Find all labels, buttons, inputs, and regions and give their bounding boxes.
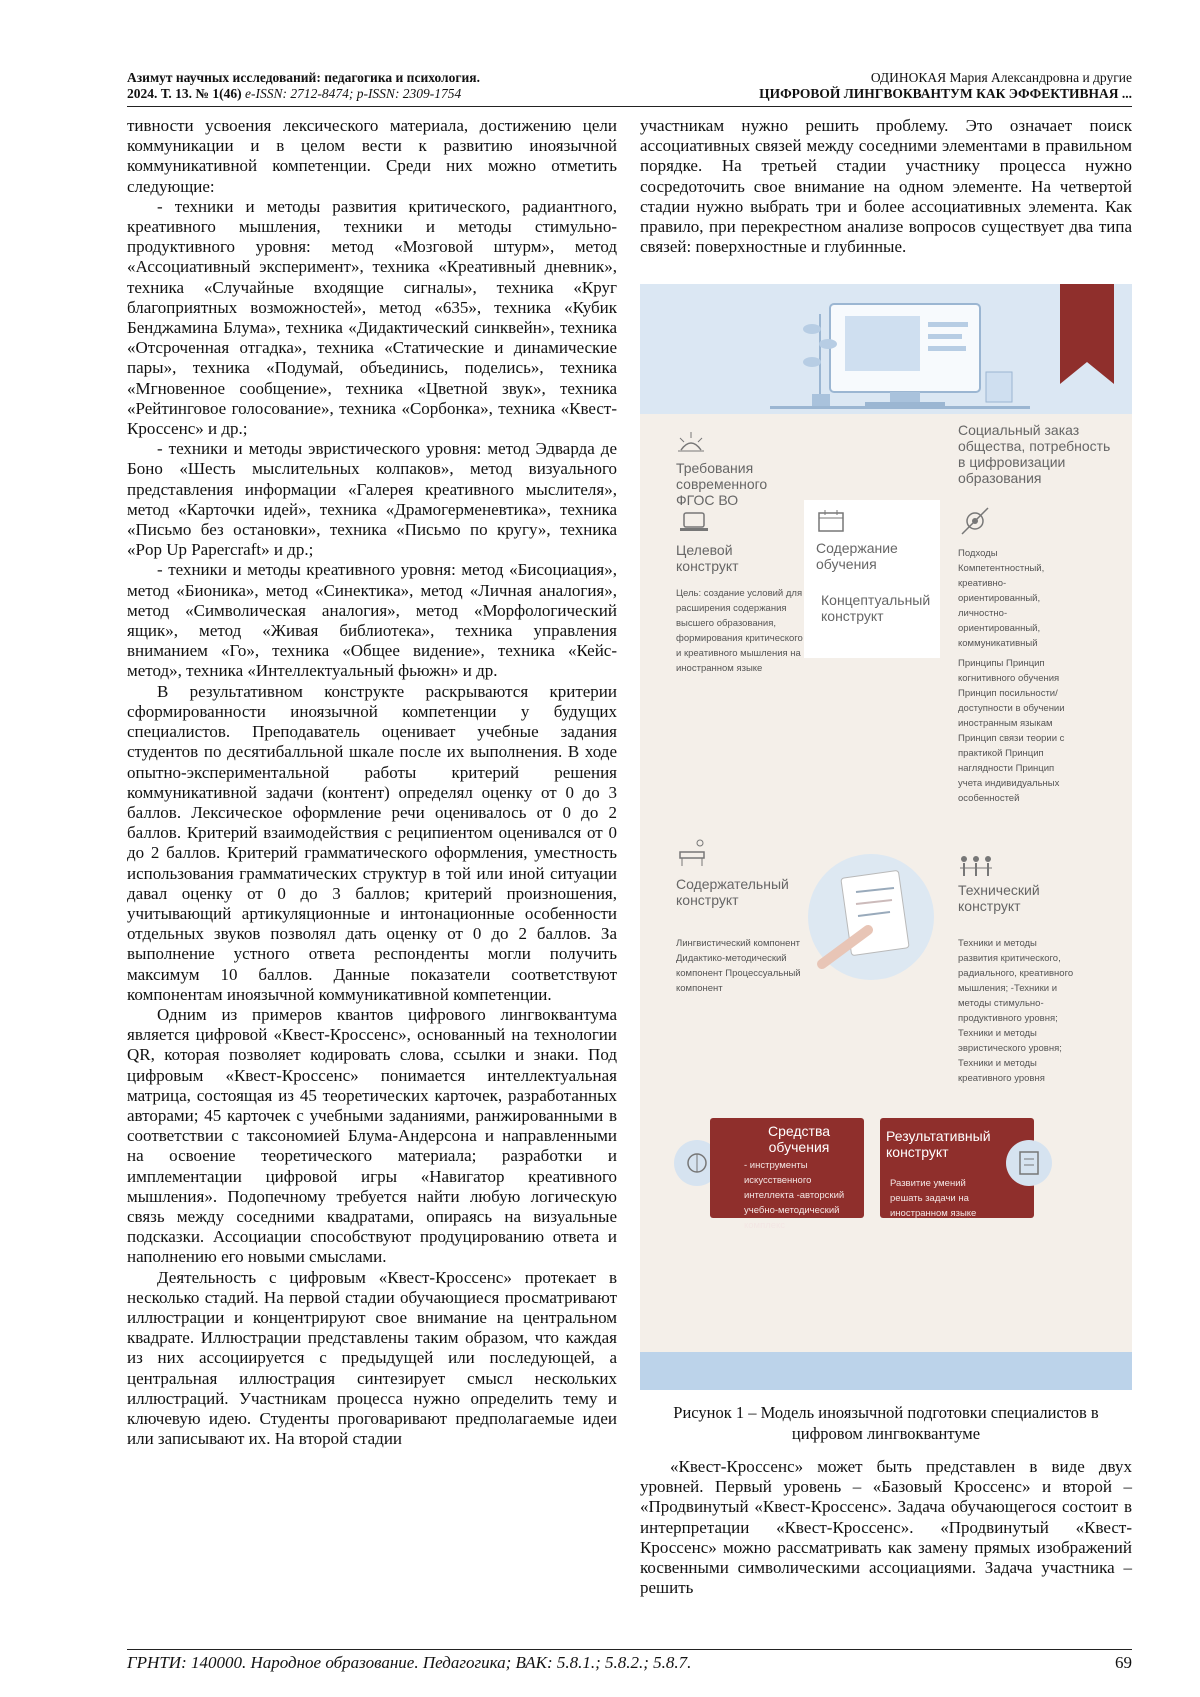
paragraph: участникам нужно решить проблему. Это означает поиск ассоциативных связей между соседними элементами в правильном порядке. На третьей стадии участнику процесса нужно сосредоточить свое внимание на одном элементе. На четвертой стадии нужно выбрать три и более ассоциативных элемента. Как правило, при перекрестном анализе вопросов существует два типа связей: поверхностные и глубинные. — [640, 116, 1132, 257]
journal-issue: 2024. Т. 13. № 1(46) — [127, 86, 242, 101]
journal-name: Азимут научных исследований: педагогика и психология. — [127, 70, 480, 85]
figure-caption: Рисунок 1 – Модель иноязычной подготовки специалистов в цифровом лингвоквантуме — [673, 1403, 1099, 1443]
means-box — [710, 1118, 864, 1231]
page-footer — [127, 1653, 1132, 1673]
figure-top-band — [640, 284, 1132, 414]
notebook-illustration — [808, 854, 934, 980]
result-text: Развитие умений решать задачи на иностранном языке — [890, 1178, 977, 1219]
substantive-construct-text: Лингвистический компонент Дидактико-методический компонент Процессуальный компонент — [676, 938, 801, 994]
conceptual-construct-title: Концептуальный конструкт — [821, 592, 931, 624]
paragraph: «Квест-Кроссенс» может быть представлен в виде двух уровней. Первый уровень – «Базовый Кроссенс» и второй – «Продвинутый «Квест-Кроссенс». Задача обучающегося состоит в интерпретации «Квест-Кроссенс». «Продвинутый «Квест-Кроссенс» можно рассматривать как замену прямых изображений косвенными символическими ассоциациями. Задача участника – решить — [640, 1457, 1132, 1598]
footer-classification: ГРНТИ: 140000. Народное образование. Педагогика; ВАК: 5.8.1.; 5.8.2.; 5.8.7. — [127, 1653, 692, 1672]
target-construct-text: Цель: создание условий для расширения содержания высшего образования, формирования критического и креативного мышления на иностранном языке — [676, 588, 803, 674]
bench-icon — [676, 838, 708, 868]
running-header-right — [640, 70, 1132, 102]
calendar-icon — [816, 508, 846, 534]
footer-rule — [127, 1649, 1132, 1650]
figure-model — [640, 284, 1132, 1390]
technical-construct-text: Техники и методы развития критического, радиального, креативного мышления; -Техники и методы стимульно-продуктивного уровня; Техники и методы эвристического уровня; Техники и методы креативного уровня — [958, 938, 1074, 1084]
gears-icon — [958, 506, 992, 536]
checklist-icon — [1006, 1140, 1052, 1186]
notebook-photo — [808, 854, 934, 980]
result-title: Результативный конструкт — [886, 1128, 991, 1160]
left-column — [127, 116, 617, 1449]
right-column-top — [640, 116, 1132, 257]
page-number: 69 — [1115, 1653, 1132, 1672]
paragraph: - техники и методы креативного уровня: метод «Бисоциация», метод «Бионика», метод «Синектика», метод «Личная аналогия», метод «Символическая аналогия», метод «Морфологический ящик», метод «Живая библиотека», техника управления вниманием «Го», техника «Общее видение», техника «Кейс-метод», техника «Интеллектуальный фьюжн» и др. — [127, 560, 617, 681]
lamp-icon — [676, 430, 706, 454]
content-card — [804, 500, 940, 658]
paragraph: - техники и методы эвристического уровня: метод Эдварда де Боно «Шесть мыслительных колпаков», метод визуального представления информации «Галерея креативного мыслителя», метод «Карточки идей», техника «Драмогерменевтика», техника «Письмо без остановки», техника «Письмо по кругу», техника «Pop Up Papercraft» и др.; — [127, 439, 617, 560]
paragraph: В результативном конструкте раскрываются критерии сформированности иноязычной компетенции у будущих специалистов. Преподаватель оценивает учебные задания студентов по десятибалльной шкале после их выполнения. В ходе опытно-экспериментальной работы критерий решения коммуникативной задачи (контент) определял оценку от 0 до 3 баллов. Лексическое оформление речи оценивалось от 0 до 2 баллов. Критерий взаимодействия с реципиентом оценивался от 0 до 2 баллов. Критерий грамматического оформления, уместность использования грамматических структур в той или иной ситуации давал оценку от 0 до 3 баллов; критерий произношения, учитывающий артикуляционные и интонационные особенности отдельных звуков позволял дать оценку от 0 до 2 баллов. За выполнение устного ответа респонденты могли получить максимум 10 баллов. Данные показатели соответствуют компонентам иноязычной коммуникативной компетенции. — [127, 681, 617, 1004]
journal-issn: e-ISSN: 2712-8474; p-ISSN: 2309-1754 — [244, 86, 462, 101]
content-title: Содержание обучения — [816, 540, 898, 572]
paragraph: Деятельность с цифровым «Квест-Кроссенс» протекает в несколько стадий. На первой стадии обучающиеся просматривают иллюстрации и концентрируют свое внимание на центральном квадрате. Иллюстрации представлены таким образом, что каждая из них ассоциируется с предыдущей или последующей, а центральная иллюстрация синтезирует смысл нескольких иллюстраций. Участникам процесса нужно определить тему и ключевую идею. Студенты проговаривают предполагаемые идеи или записывают их. На второй стадии — [127, 1267, 617, 1449]
means-text: - инструменты искусственного интеллекта -авторский учебно-методический комплекс — [744, 1160, 845, 1231]
header-authors: ОДИНОКАЯ Мария Александровна и другие — [870, 70, 1132, 85]
figure-bottom-band — [640, 1352, 1132, 1390]
social-order-title: Социальный заказ общества, потребность в цифровизации образования — [958, 422, 1111, 486]
paragraph: Одним из примеров квантов цифрового лингвоквантума является цифровой «Квест-Кроссенс», основанный на технологии QR, которая позволяет кодировать слова, ссылки и знаки. Под цифровым «Квест-Кроссенс» понимается интеллектуальная матрица, состоящая из 45 теоретических карточек, разработанных авторами; 45 карточек с учебными заданиями, ранжированными в соответствии с таксономией Блума-Андерсона и направленными на освоение теоретического материала; разработки и имплементации цифровой игры «Навигатор креативного мышления». Подопечному требуется найти любую логическую связь между соседними квадратами, опираясь на визуальные подсказки. Ассоциации способствуют продуцированию ответа и наполнению его новыми смыслами. — [127, 1004, 617, 1267]
technical-construct-title: Технический конструкт — [958, 882, 1040, 914]
computer-illustration — [640, 284, 1132, 414]
substantive-construct-title: Содержательный конструкт — [676, 876, 789, 908]
requirements-title: Требования современного ФГОС ВО — [676, 460, 768, 508]
approaches-text: Подходы Компетентностный, креативно-ориентированный, личностно-ориентированный, коммуникативный — [958, 548, 1045, 649]
principles-text: Принципы Принцип когнитивного обучения Принцип посильности/доступности в обучении иностранным языкам Принцип связи теории с практикой Принцип наглядности Принцип учета индивидуальных особенностей — [958, 658, 1065, 804]
target-construct-title: Целевой конструкт — [676, 542, 739, 574]
running-header-left — [127, 70, 597, 102]
header-rule — [127, 106, 1132, 107]
paragraph: - техники и методы развития критического, радиантного, креативного мышления, техники и методы стимульно-продуктивного уровня: метод «Мозговой штурм», метод «Ассоциативный эксперимент», техника «Креативный дневник», техника «Случайные входящие сигналы», техника «Круг благоприятных возможностей», метод «635», техника «Кубик Бенджамина Блума», техника «Дидактический синквейн», техника «Отсроченная отгадка», техника «Статические и динамические пары», техника «Подумай, объединись, поделись», техника «Мгновенное сообщение», техника «Цветной звук», техника «Рейтинговое голосование», техника «Сорбонка», техника «Квест-Кроссенс» и др.; — [127, 196, 617, 439]
people-icon — [958, 854, 994, 878]
paragraph: тивности усвоения лексического материала, достижению цели коммуникации и в целом вести к развитию иноязычной коммуникативной компетенции. Среди них можно отметить следующие: — [127, 116, 617, 196]
right-column-bottom — [640, 1457, 1132, 1598]
means-title: Средства обучения — [767, 1123, 831, 1155]
header-article-title: ЦИФРОВОЙ ЛИНГВОКВАНТУМ КАК ЭФФЕКТИВНАЯ ... — [759, 86, 1132, 101]
result-circle — [1006, 1140, 1052, 1186]
laptop-icon — [678, 510, 710, 534]
